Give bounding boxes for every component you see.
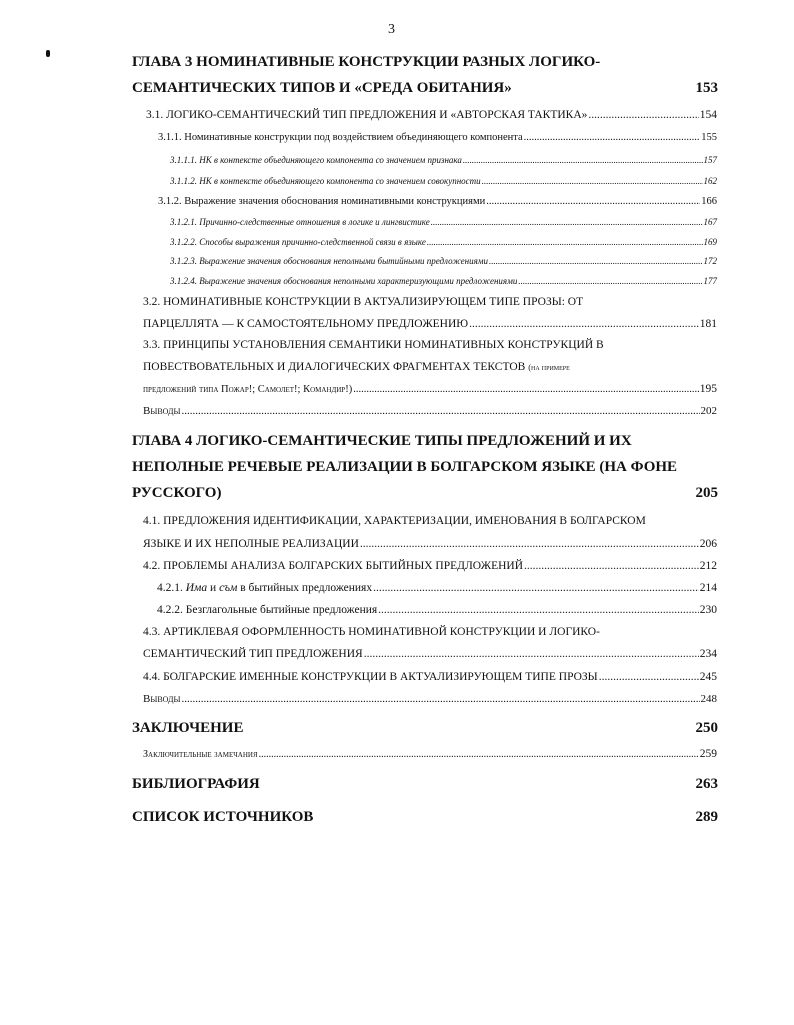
toc-entry-title: 3.1.2.3. Выражение значения обоснования неполными бытийными предложениями <box>170 256 488 266</box>
conclusion-title: ЗАКЛЮЧЕНИЕ <box>132 720 244 736</box>
toc-entry-4-2[interactable] <box>143 560 717 572</box>
toc-entry-title-line1: 3.2. НОМИНАТИВНЫЕ КОНСТРУКЦИИ В АКТУАЛИЗИРУЮЩЕМ ТИПЕ ПРОЗЫ: ОТ <box>143 296 584 308</box>
toc-entry-3-1-2-2[interactable] <box>170 237 717 247</box>
toc-entry-page: 181 <box>699 318 717 330</box>
toc-entry-4-conclusions[interactable] <box>143 693 717 705</box>
toc-entry-title-line2-main: ПОВЕСТВОВАТЕЛЬНЫХ И ДИАЛОГИЧЕСКИХ ФРАГМЕНТАХ ТЕКСТОВ <box>143 361 526 373</box>
dot-leader <box>360 538 699 550</box>
toc-entry-title <box>157 582 372 594</box>
toc-entry-title-line1: 4.1. ПРЕДЛОЖЕНИЯ ИДЕНТИФИКАЦИИ, ХАРАКТЕРИЗАЦИИ, ИМЕНОВАНИЯ В БОЛГАРСКОМ <box>143 515 646 527</box>
toc-entry-title: Выводы <box>143 405 181 417</box>
toc-entry-page: 169 <box>703 237 717 247</box>
chapter-3-title-line2: СЕМАНТИЧЕСКИХ ТИПОВ И «СРЕДА ОБИТАНИЯ» <box>132 80 512 96</box>
toc-entry-title: 3.1.2.1. Причинно-следственные отношения в логике и лингвистике <box>170 217 430 227</box>
dot-leader <box>524 560 699 572</box>
dot-leader <box>353 384 699 395</box>
bibliography-heading[interactable] <box>132 771 718 797</box>
toc-entry-page: 202 <box>700 405 717 417</box>
toc-entry-3-1-1[interactable] <box>158 132 717 143</box>
toc-entry-title: 3.1. ЛОГИКО-СЕМАНТИЧЕСКИЙ ТИП ПРЕДЛОЖЕНИЯ И «АВТОРСКАЯ ТАКТИКА» <box>146 109 588 121</box>
chapter-4-title-line1: ГЛАВА 4 ЛОГИКО-СЕМАНТИЧЕСКИЕ ТИПЫ ПРЕДЛОЖЕНИЙ И ИХ <box>132 433 632 449</box>
dot-leader <box>378 604 699 616</box>
toc-entry-title: 3.1.2. Выражение значения обоснования номинативными конструкциями <box>158 196 486 207</box>
toc-entry-3-conclusions[interactable] <box>143 405 717 417</box>
dot-leader <box>431 217 703 227</box>
chapter-3-page: 153 <box>695 80 718 96</box>
toc-entry-page: 195 <box>699 383 717 395</box>
toc-entry-page: 166 <box>701 196 717 207</box>
toc-entry-title: 4.2. ПРОБЛЕМЫ АНАЛИЗА БОЛГАРСКИХ БЫТИЙНЫХ ПРЕДЛОЖЕНИЙ <box>143 560 524 572</box>
toc-entry-title-line3: предложений типа Пожар!; Самолет!; Командир!) <box>143 384 353 395</box>
sources-heading[interactable] <box>132 804 718 830</box>
toc-entry-3-1-1-1[interactable] <box>170 155 717 165</box>
toc-entry-page: 177 <box>703 276 717 286</box>
toc-entry-page: 154 <box>699 109 717 121</box>
toc-entry-concluding-remarks[interactable] <box>143 748 717 760</box>
dot-leader <box>489 256 703 266</box>
toc-entry-page: 234 <box>699 648 717 660</box>
toc-entry-title-line2: СЕМАНТИЧЕСКИЙ ТИП ПРЕДЛОЖЕНИЯ <box>143 648 363 660</box>
chapter-4-page: 205 <box>695 485 718 501</box>
toc-entry-3-1-2-4[interactable] <box>170 276 717 286</box>
chapter-3-heading[interactable] <box>132 49 718 101</box>
toc-entry-3-1-2-1[interactable] <box>170 217 717 227</box>
dot-leader <box>486 196 700 207</box>
toc-entry-number: 4.2.1. <box>157 582 183 594</box>
sources-title: СПИСОК ИСТОЧНИКОВ <box>132 809 314 825</box>
toc-entry-word-sam: съм <box>219 582 238 594</box>
dot-leader <box>482 176 703 186</box>
toc-entry-3-1[interactable] <box>146 109 717 121</box>
dot-leader <box>181 405 699 417</box>
toc-entry-page: 167 <box>703 217 717 227</box>
toc-entry-page: 172 <box>703 256 717 266</box>
toc-entry-title: 3.1.2.4. Выражение значения обоснования неполными характеризующими предложениями <box>170 276 518 286</box>
conclusion-page: 250 <box>695 720 718 736</box>
toc-entry-title: 3.1.1.1. НК в контексте объединяющего компонента со значением признака <box>170 155 462 165</box>
toc-entry-page: 206 <box>699 538 717 550</box>
toc-entry-title-line1: 4.3. АРТИКЛЕВАЯ ОФОРМЛЕННОСТЬ НОМИНАТИВНОЙ КОНСТРУКЦИИ И ЛОГИКО- <box>143 626 600 638</box>
toc-entry-word-ima: Има <box>185 582 208 594</box>
toc-entry-3-1-1-2[interactable] <box>170 176 717 186</box>
toc-entry-page: 212 <box>699 560 717 572</box>
conclusion-heading[interactable] <box>132 715 718 741</box>
chapter-4-title-line3: РУССКОГО) <box>132 485 222 501</box>
toc-entry-title: Выводы <box>143 693 181 705</box>
toc-entry-page: 162 <box>703 176 717 186</box>
toc-entry-title: 4.4. БОЛГАРСКИЕ ИМЕННЫЕ КОНСТРУКЦИИ В АКТУАЛИЗИРУЮЩЕМ ТИПЕ ПРОЗЫ <box>143 671 598 683</box>
bibliography-title: БИБЛИОГРАФИЯ <box>132 776 260 792</box>
dot-leader <box>364 648 699 660</box>
toc-entry-4-2-2[interactable] <box>157 604 717 616</box>
chapter-3-title-line1: ГЛАВА 3 НОМИНАТИВНЫЕ КОНСТРУКЦИИ РАЗНЫХ ЛОГИКО- <box>132 54 601 70</box>
toc-entry-title-line1: 3.3. ПРИНЦИПЫ УСТАНОВЛЕНИЯ СЕМАНТИКИ НОМИНАТИВНЫХ КОНСТРУКЦИЙ В <box>143 339 604 351</box>
margin-mark <box>46 50 50 57</box>
toc-entry-title: Заключительные замечания <box>143 749 258 760</box>
toc-entry-3-1-2[interactable] <box>158 196 717 207</box>
dot-leader <box>524 132 701 143</box>
toc-entry-title-line2: ЯЗЫКЕ И ИХ НЕПОЛНЫЕ РЕАЛИЗАЦИИ <box>143 538 359 550</box>
dot-leader <box>588 109 698 121</box>
toc-entry-line2 <box>143 648 717 660</box>
toc-entry-title: 4.2.2. Безглагольные бытийные предложения <box>157 604 378 616</box>
dot-leader <box>181 693 699 705</box>
toc-entry-line2 <box>143 538 717 550</box>
dot-leader <box>259 749 699 760</box>
toc-entry-title: 3.1.1. Номинативные конструкции под воздействием объединяющего компонента <box>158 132 523 143</box>
toc-entry-title: 3.1.2.2. Способы выражения причинно-следственной связи в языке <box>170 237 426 247</box>
toc-entry-title-line2-small: (на примере <box>528 362 570 372</box>
toc-entry-page: 230 <box>699 604 717 616</box>
toc-entry-4-4[interactable] <box>143 671 717 683</box>
toc-entry-4-2-1[interactable] <box>157 582 717 594</box>
toc-entry-title: 3.1.1.2. НК в контексте объединяющего компонента со значением совокупности <box>170 176 481 186</box>
toc-entry-page: 155 <box>701 132 717 143</box>
chapter-4-heading[interactable] <box>132 428 718 506</box>
dot-leader <box>518 276 702 286</box>
toc-entry-rest: в бытийных предложениях <box>240 582 373 594</box>
bibliography-page: 263 <box>695 776 718 792</box>
toc-entry-title-line2 <box>143 361 570 373</box>
dot-leader <box>469 318 699 330</box>
dot-leader <box>427 237 703 247</box>
toc-entry-title-line2: ПАРЦЕЛЛЯТА — К САМОСТОЯТЕЛЬНОМУ ПРЕДЛОЖЕНИЮ <box>143 318 469 330</box>
toc-entry-line2 <box>143 318 717 330</box>
toc-entry-line3 <box>143 383 717 395</box>
dot-leader <box>373 582 699 594</box>
dot-leader <box>463 155 703 165</box>
toc-entry-3-1-2-3[interactable] <box>170 256 717 266</box>
dot-leader <box>599 671 699 683</box>
toc-entry-page: 248 <box>700 693 717 705</box>
page-number: 3 <box>388 22 395 37</box>
toc-entry-page: 245 <box>699 671 717 683</box>
toc-entry-page: 157 <box>703 155 717 165</box>
chapter-4-title-line2: НЕПОЛНЫЕ РЕЧЕВЫЕ РЕАЛИЗАЦИИ В БОЛГАРСКОМ ЯЗЫКЕ (НА ФОНЕ <box>132 459 678 475</box>
sources-page: 289 <box>695 809 718 825</box>
toc-entry-page: 259 <box>699 748 717 760</box>
toc-entry-page: 214 <box>699 582 717 594</box>
toc-entry-conjunction: и <box>210 582 217 594</box>
